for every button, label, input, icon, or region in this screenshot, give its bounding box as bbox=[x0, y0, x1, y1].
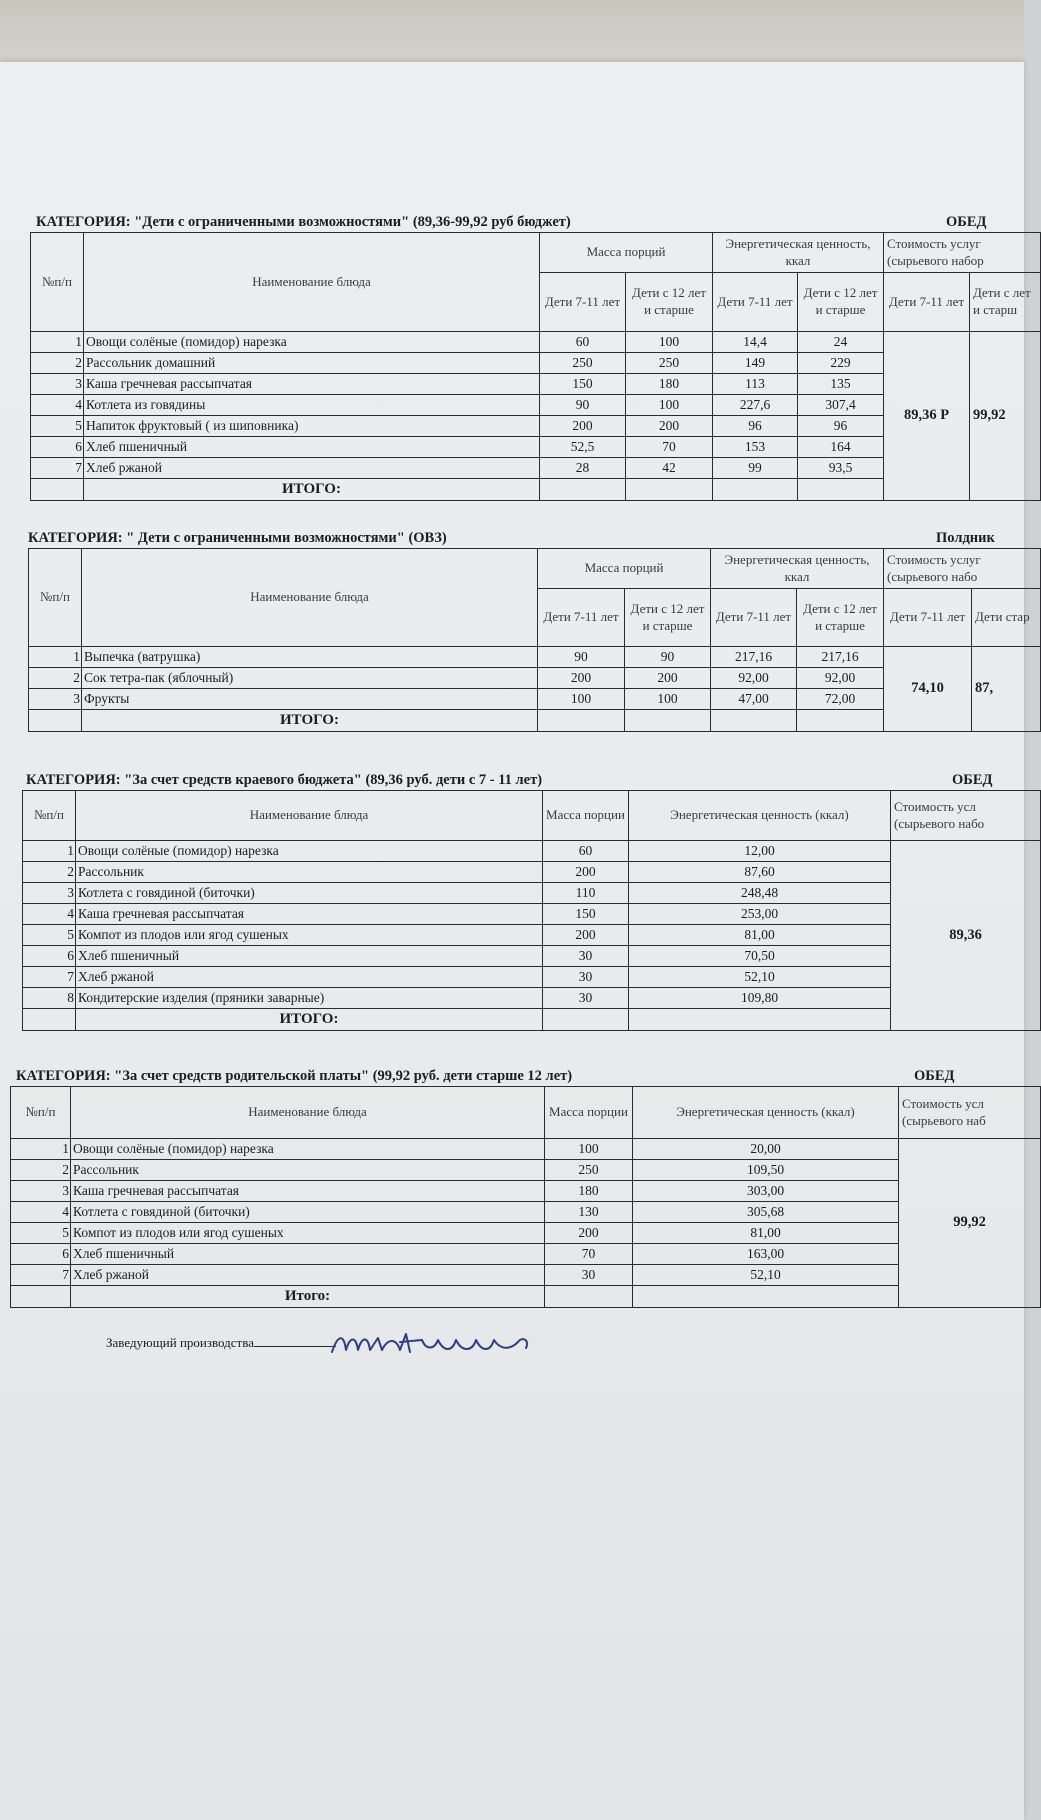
energy-7-11: 14,4 bbox=[713, 332, 798, 353]
mass-12: 42 bbox=[626, 458, 713, 479]
mass-12: 90 bbox=[625, 647, 711, 668]
row-num: 3 bbox=[11, 1181, 71, 1202]
col-mass-header: Масса порций bbox=[540, 233, 713, 273]
energy: 12,00 bbox=[629, 841, 891, 862]
energy-12: 164 bbox=[798, 437, 884, 458]
meal-label: Полдник bbox=[936, 530, 995, 546]
mass: 130 bbox=[545, 1202, 633, 1223]
energy: 70,50 bbox=[629, 946, 891, 967]
dish-name: Хлеб пшеничный bbox=[76, 946, 543, 967]
energy: 52,10 bbox=[633, 1265, 899, 1286]
dish-name: Выпечка (ватрушка) bbox=[82, 647, 538, 668]
section-ovz-lunch bbox=[0, 214, 1040, 501]
dish-name: Каша гречневая рассыпчатая bbox=[84, 374, 540, 395]
mass: 180 bbox=[545, 1181, 633, 1202]
section-header bbox=[0, 1068, 1040, 1086]
energy-7-11: 217,16 bbox=[711, 647, 797, 668]
energy-12: 72,00 bbox=[797, 689, 884, 710]
col-kids-7-11: Дети 7-11 лет bbox=[540, 273, 626, 332]
energy-7-11: 227,6 bbox=[713, 395, 798, 416]
table-row bbox=[23, 988, 1041, 1009]
dish-name: Сок тетра-пак (яблочный) bbox=[82, 668, 538, 689]
table-row bbox=[23, 946, 1041, 967]
dish-name: Котлета с говядиной (биточки) bbox=[71, 1202, 545, 1223]
row-num: 6 bbox=[31, 437, 84, 458]
table-row bbox=[23, 904, 1041, 925]
row-num: 2 bbox=[23, 862, 76, 883]
table-row bbox=[29, 647, 1041, 668]
energy-7-11: 99 bbox=[713, 458, 798, 479]
total-row bbox=[11, 1286, 1041, 1308]
total-label: ИТОГО: bbox=[82, 710, 538, 732]
mass-7-11: 250 bbox=[540, 353, 626, 374]
mass: 70 bbox=[545, 1244, 633, 1265]
energy: 305,68 bbox=[633, 1202, 899, 1223]
col-kids-12: Дети с лет и старш bbox=[970, 273, 1041, 332]
cost: 89,36 bbox=[891, 841, 1041, 1031]
table-row bbox=[11, 1160, 1041, 1181]
dish-name: Котлета из говядины bbox=[84, 395, 540, 416]
row-num: 7 bbox=[23, 967, 76, 988]
col-energy-header: Энергетическая ценность (ккал) bbox=[633, 1087, 899, 1139]
mass-7-11: 90 bbox=[538, 647, 625, 668]
row-num: 5 bbox=[31, 416, 84, 437]
col-kids-7-11: Дети 7-11 лет bbox=[884, 273, 970, 332]
dish-name: Овощи солёные (помидор) нарезка bbox=[84, 332, 540, 353]
dish-name: Напиток фруктовый ( из шиповника) bbox=[84, 416, 540, 437]
mass-12: 100 bbox=[626, 332, 713, 353]
row-num: 5 bbox=[11, 1223, 71, 1244]
mass: 30 bbox=[543, 988, 629, 1009]
energy-12: 24 bbox=[798, 332, 884, 353]
table-row bbox=[23, 883, 1041, 904]
row-num: 4 bbox=[31, 395, 84, 416]
mass-7-11: 60 bbox=[540, 332, 626, 353]
mass: 110 bbox=[543, 883, 629, 904]
mass: 200 bbox=[543, 862, 629, 883]
energy-7-11: 47,00 bbox=[711, 689, 797, 710]
energy: 52,10 bbox=[629, 967, 891, 988]
energy: 109,80 bbox=[629, 988, 891, 1009]
col-cost-header: Стоимость услуг (сырьевого набор bbox=[884, 233, 1041, 273]
mass: 100 bbox=[545, 1139, 633, 1160]
menu-table bbox=[28, 548, 1041, 732]
col-kids-7-11: Дети 7-11 лет bbox=[884, 589, 972, 647]
mass: 150 bbox=[543, 904, 629, 925]
table-row bbox=[11, 1181, 1041, 1202]
col-kids-12: Дети с 12 лет и старше bbox=[626, 273, 713, 332]
col-mass-header: Масса порций bbox=[538, 549, 711, 589]
mass: 30 bbox=[543, 946, 629, 967]
table-row bbox=[23, 841, 1041, 862]
mass-12: 100 bbox=[625, 689, 711, 710]
row-num: 2 bbox=[29, 668, 82, 689]
section-header bbox=[0, 530, 1040, 548]
col-kids-7-11: Дети 7-11 лет bbox=[713, 273, 798, 332]
table-row bbox=[31, 332, 1041, 353]
dish-name: Котлета с говядиной (биточки) bbox=[76, 883, 543, 904]
dish-name: Кондитерские изделия (пряники заварные) bbox=[76, 988, 543, 1009]
mass-7-11: 100 bbox=[538, 689, 625, 710]
section-parent-fee bbox=[0, 1068, 1040, 1308]
energy: 248,48 bbox=[629, 883, 891, 904]
energy-12: 217,16 bbox=[797, 647, 884, 668]
energy-7-11: 153 bbox=[713, 437, 798, 458]
col-name-header: Наименование блюда bbox=[82, 549, 538, 647]
cost-7-11: 89,36 Р bbox=[884, 332, 970, 501]
mass-7-11: 52,5 bbox=[540, 437, 626, 458]
mass: 200 bbox=[545, 1223, 633, 1244]
dish-name: Каша гречневая рассыпчатая bbox=[71, 1181, 545, 1202]
handwritten-signature bbox=[326, 1326, 566, 1360]
col-kids-12: Дети с 12 лет и старше bbox=[797, 589, 884, 647]
col-name-header: Наименование блюда bbox=[76, 791, 543, 841]
row-num: 3 bbox=[29, 689, 82, 710]
table-row bbox=[11, 1139, 1041, 1160]
energy: 109,50 bbox=[633, 1160, 899, 1181]
cost-7-11: 74,10 bbox=[884, 647, 972, 732]
table-row bbox=[11, 1202, 1041, 1223]
col-kids-7-11: Дети 7-11 лет bbox=[538, 589, 625, 647]
row-num: 7 bbox=[31, 458, 84, 479]
energy-7-11: 113 bbox=[713, 374, 798, 395]
table-row bbox=[11, 1223, 1041, 1244]
row-num: 3 bbox=[31, 374, 84, 395]
col-num-header: №п/п bbox=[11, 1087, 71, 1139]
col-cost-header: Стоимость усл (сырьевого набо bbox=[891, 791, 1041, 841]
energy: 163,00 bbox=[633, 1244, 899, 1265]
total-row bbox=[23, 1009, 1041, 1031]
col-num-header: №п/п bbox=[29, 549, 82, 647]
col-kids-12: Дети стар bbox=[972, 589, 1041, 647]
dish-name: Овощи солёные (помидор) нарезка bbox=[71, 1139, 545, 1160]
energy-12: 135 bbox=[798, 374, 884, 395]
row-num: 2 bbox=[31, 353, 84, 374]
col-cost-header: Стоимость усл (сырьевого наб bbox=[899, 1087, 1041, 1139]
cost-12: 87, bbox=[972, 647, 1041, 732]
mass-12: 200 bbox=[625, 668, 711, 689]
row-num: 6 bbox=[11, 1244, 71, 1265]
energy: 20,00 bbox=[633, 1139, 899, 1160]
section-ovz-snack bbox=[0, 530, 1040, 732]
col-mass-header: Масса порции bbox=[545, 1087, 633, 1139]
dish-name: Хлеб ржаной bbox=[84, 458, 540, 479]
row-num: 1 bbox=[11, 1139, 71, 1160]
col-name-header: Наименование блюда bbox=[84, 233, 540, 332]
signature-label: Заведующий производства bbox=[106, 1335, 254, 1350]
energy: 81,00 bbox=[633, 1223, 899, 1244]
col-name-header: Наименование блюда bbox=[71, 1087, 545, 1139]
col-kids-12: Дети с 12 лет и старше bbox=[625, 589, 711, 647]
dish-name: Рассольник bbox=[76, 862, 543, 883]
dish-name: Компот из плодов или ягод сушеных bbox=[71, 1223, 545, 1244]
row-num: 1 bbox=[29, 647, 82, 668]
energy: 253,00 bbox=[629, 904, 891, 925]
menu-table bbox=[10, 1086, 1041, 1308]
col-energy-header: Энергетическая ценность, ккал bbox=[711, 549, 884, 589]
mass-7-11: 200 bbox=[538, 668, 625, 689]
table-row bbox=[23, 862, 1041, 883]
energy: 87,60 bbox=[629, 862, 891, 883]
row-num: 4 bbox=[23, 904, 76, 925]
signature-line bbox=[254, 1334, 336, 1347]
menu-table bbox=[30, 232, 1041, 501]
dish-name: Рассольник bbox=[71, 1160, 545, 1181]
row-num: 4 bbox=[11, 1202, 71, 1223]
row-num: 2 bbox=[11, 1160, 71, 1181]
table-row bbox=[11, 1244, 1041, 1265]
col-mass-header: Масса порции bbox=[543, 791, 629, 841]
row-num: 6 bbox=[23, 946, 76, 967]
section-regional-budget bbox=[0, 772, 1040, 1031]
total-label: ИТОГО: bbox=[84, 479, 540, 501]
mass-7-11: 200 bbox=[540, 416, 626, 437]
dish-name: Каша гречневая рассыпчатая bbox=[76, 904, 543, 925]
menu-table bbox=[22, 790, 1041, 1031]
mass-12: 100 bbox=[626, 395, 713, 416]
dish-name: Фрукты bbox=[82, 689, 538, 710]
energy-7-11: 149 bbox=[713, 353, 798, 374]
row-num: 7 bbox=[11, 1265, 71, 1286]
total-label: ИТОГО: bbox=[76, 1009, 543, 1031]
total-label: Итого: bbox=[71, 1286, 545, 1308]
row-num: 1 bbox=[31, 332, 84, 353]
col-cost-header: Стоимость услуг (сырьевого набо bbox=[884, 549, 1041, 589]
section-header bbox=[0, 772, 1040, 790]
category-title: КАТЕГОРИЯ: "За счет средств краевого бюджета" (89,36 руб. дети с 7 - 11 лет) bbox=[26, 772, 543, 788]
mass-12: 250 bbox=[626, 353, 713, 374]
energy-7-11: 96 bbox=[713, 416, 798, 437]
energy-12: 307,4 bbox=[798, 395, 884, 416]
col-kids-7-11: Дети 7-11 лет bbox=[711, 589, 797, 647]
energy-12: 229 bbox=[798, 353, 884, 374]
mass: 30 bbox=[543, 967, 629, 988]
dish-name: Рассольник домашний bbox=[84, 353, 540, 374]
cost-12: 99,92 bbox=[970, 332, 1041, 501]
energy: 81,00 bbox=[629, 925, 891, 946]
meal-label: ОБЕД bbox=[914, 1068, 955, 1084]
category-title: КАТЕГОРИЯ: "Дети с ограниченными возможностями" (89,36-99,92 руб бюджет) bbox=[36, 214, 571, 230]
mass-7-11: 90 bbox=[540, 395, 626, 416]
mass: 30 bbox=[545, 1265, 633, 1286]
dish-name: Компот из плодов или ягод сушеных bbox=[76, 925, 543, 946]
signature-row bbox=[106, 1334, 336, 1351]
col-num-header: №п/п bbox=[31, 233, 84, 332]
dish-name: Хлеб пшеничный bbox=[71, 1244, 545, 1265]
energy: 303,00 bbox=[633, 1181, 899, 1202]
col-energy-header: Энергетическая ценность (ккал) bbox=[629, 791, 891, 841]
energy-7-11: 92,00 bbox=[711, 668, 797, 689]
dish-name: Хлеб пшеничный bbox=[84, 437, 540, 458]
row-num: 8 bbox=[23, 988, 76, 1009]
mass-12: 180 bbox=[626, 374, 713, 395]
mass: 200 bbox=[543, 925, 629, 946]
cost: 99,92 bbox=[899, 1139, 1041, 1308]
energy-12: 92,00 bbox=[797, 668, 884, 689]
energy-12: 96 bbox=[798, 416, 884, 437]
row-num: 3 bbox=[23, 883, 76, 904]
mass-7-11: 28 bbox=[540, 458, 626, 479]
table-row bbox=[23, 925, 1041, 946]
table-row bbox=[23, 967, 1041, 988]
col-energy-header: Энергетическая ценность, ккал bbox=[713, 233, 884, 273]
dish-name: Хлеб ржаной bbox=[76, 967, 543, 988]
category-title: КАТЕГОРИЯ: "За счет средств родительской платы" (99,92 руб. дети старше 12 лет) bbox=[16, 1068, 573, 1084]
mass-7-11: 150 bbox=[540, 374, 626, 395]
mass: 60 bbox=[543, 841, 629, 862]
row-num: 5 bbox=[23, 925, 76, 946]
col-num-header: №п/п bbox=[23, 791, 76, 841]
table-row bbox=[11, 1265, 1041, 1286]
meal-label: ОБЕД bbox=[952, 772, 993, 788]
mass-12: 70 bbox=[626, 437, 713, 458]
col-kids-12: Дети с 12 лет и старше bbox=[798, 273, 884, 332]
mass: 250 bbox=[545, 1160, 633, 1181]
dish-name: Овощи солёные (помидор) нарезка bbox=[76, 841, 543, 862]
meal-label: ОБЕД bbox=[946, 214, 987, 230]
category-title: КАТЕГОРИЯ: " Дети с ограниченными возможностями" (ОВЗ) bbox=[28, 530, 447, 546]
row-num: 1 bbox=[23, 841, 76, 862]
section-header bbox=[0, 214, 1040, 232]
energy-12: 93,5 bbox=[798, 458, 884, 479]
mass-12: 200 bbox=[626, 416, 713, 437]
dish-name: Хлеб ржаной bbox=[71, 1265, 545, 1286]
